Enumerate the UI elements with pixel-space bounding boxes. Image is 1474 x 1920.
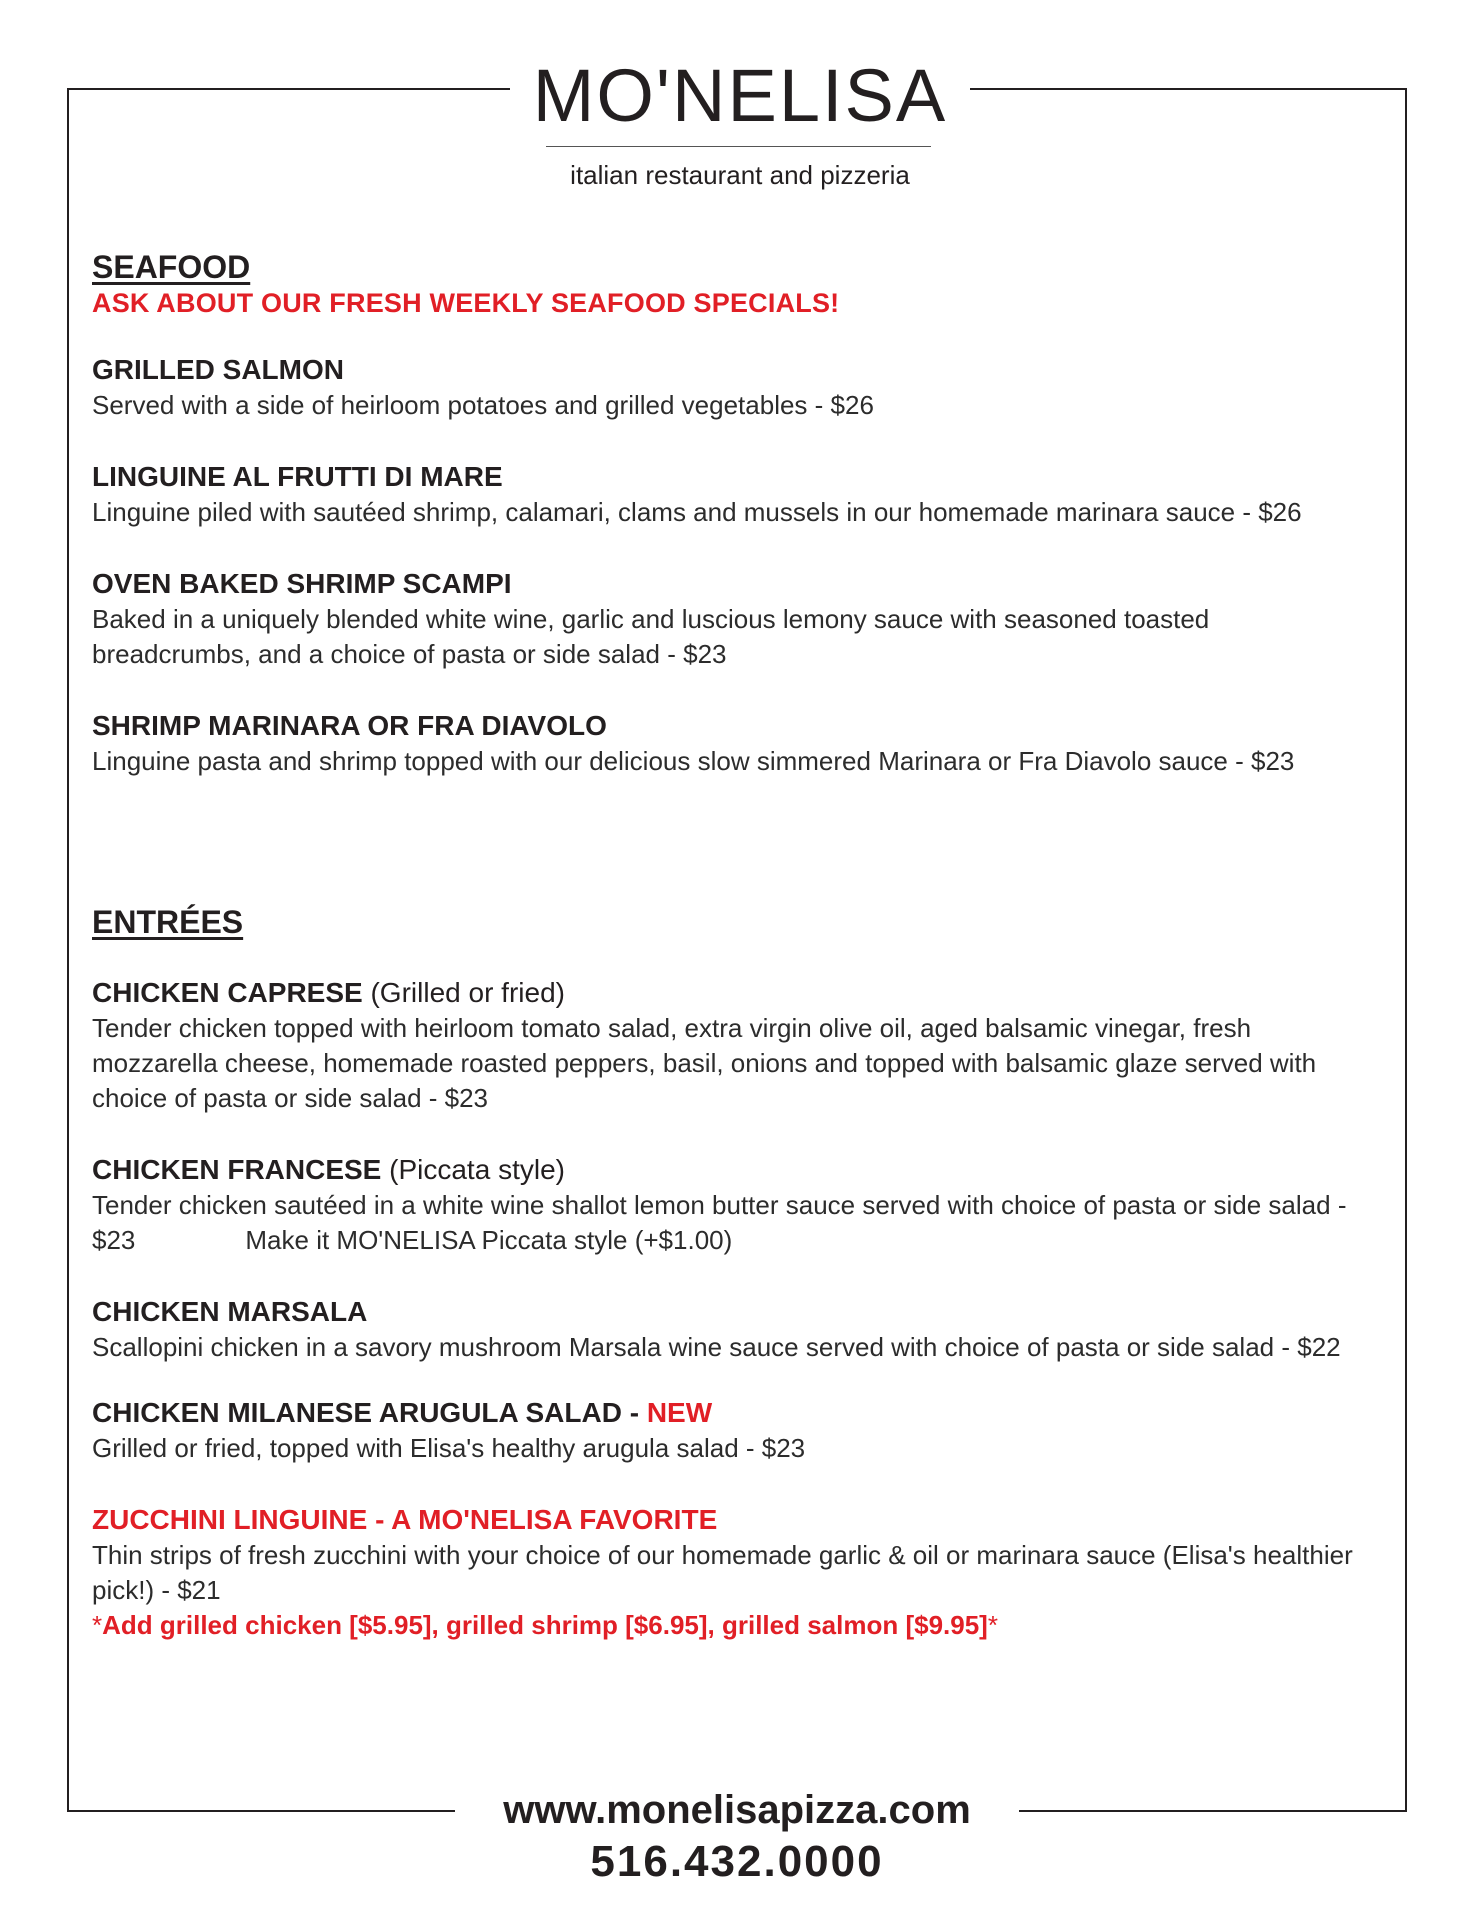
seafood-promo: ASK ABOUT OUR FRESH WEEKLY SEAFOOD SPECIALS! <box>92 288 840 318</box>
phone-number[interactable]: 516.432.0000 <box>590 1837 884 1886</box>
item-note: (Grilled or fried) <box>370 977 565 1008</box>
item-name-text: CHICKEN CAPRESE <box>92 977 363 1008</box>
menu-item-zucchini-linguine <box>92 1502 1392 1643</box>
item-description: Baked in a uniquely blended white wine, garlic and luscious lemony sauce with seasoned toasted breadcrumbs, and a choice of pasta or side salad - $23 <box>92 604 1210 669</box>
item-note: (Piccata style) <box>389 1154 565 1185</box>
item-description: Scallopini chicken in a savory mushroom Marsala wine sauce served with choice of pasta or side salad - $22 <box>92 1332 1341 1362</box>
item-description: Thin strips of fresh zucchini with your choice of our homemade garlic & oil or marinara sauce (Elisa's healthier pick!) - $21 <box>92 1540 1353 1605</box>
menu-item-chicken-milanese <box>92 1395 1392 1466</box>
restaurant-logo: MO'NELISA <box>532 54 948 137</box>
item-name: SHRIMP MARINARA OR FRA DIAVOLO <box>92 710 607 741</box>
restaurant-header <box>510 48 970 198</box>
addon-text: Add grilled chicken [$5.95], grilled shrimp [$6.95], grilled salmon [$9.95] <box>102 1610 988 1640</box>
restaurant-tagline: italian restaurant and pizzeria <box>570 160 910 190</box>
menu-item-shrimp-marinara <box>92 708 1392 779</box>
item-description: Grilled or fried, topped with Elisa's healthy arugula salad - $23 <box>92 1433 806 1463</box>
addon-mark: * <box>987 1610 998 1640</box>
seafood-section <box>92 248 1392 779</box>
addon-note <box>92 1608 1392 1643</box>
item-name-text: CHICKEN FRANCESE <box>92 1154 382 1185</box>
menu-item-linguine-frutti-di-mare <box>92 459 1392 530</box>
item-description: Linguine pasta and shrimp topped with our delicious slow simmered Marinara or Fra Diavolo sauce - $23 <box>92 746 1295 776</box>
menu-item-grilled-salmon <box>92 352 1392 423</box>
item-name: GRILLED SALMON <box>92 354 344 385</box>
item-name <box>92 1152 1392 1188</box>
item-extra: Make it MO'NELISA Piccata style (+$1.00) <box>245 1225 733 1255</box>
item-name-text: CHICKEN MILANESE ARUGULA SALAD - <box>92 1397 647 1428</box>
menu-content <box>92 248 1392 1643</box>
item-name <box>92 1395 1392 1431</box>
logo-divider <box>546 146 931 147</box>
addon-mark: * <box>92 1610 103 1640</box>
item-name: OVEN BAKED SHRIMP SCAMPI <box>92 568 512 599</box>
new-badge: NEW <box>646 1397 713 1428</box>
item-name: CHICKEN MARSALA <box>92 1296 368 1327</box>
item-name: LINGUINE AL FRUTTI DI MARE <box>92 461 503 492</box>
item-name <box>92 975 1392 1011</box>
item-description: Tender chicken topped with heirloom tomato salad, extra virgin olive oil, aged balsamic vinegar, fresh mozzarella cheese, homemade roasted peppers, basil, onions and topped with balsamic glaze served with choice of pasta or side salad - $23 <box>92 1013 1317 1113</box>
menu-item-shrimp-scampi <box>92 566 1392 672</box>
seafood-title: SEAFOOD <box>92 249 251 285</box>
restaurant-footer <box>455 1786 1019 1890</box>
item-description: Linguine piled with sautéed shrimp, calamari, clams and mussels in our homemade marinara sauce - $26 <box>92 497 1302 527</box>
entrees-section <box>92 903 1392 1643</box>
item-name: ZUCCHINI LINGUINE - A MO'NELISA FAVORITE <box>92 1504 718 1535</box>
item-description: Served with a side of heirloom potatoes and grilled vegetables - $26 <box>92 390 874 420</box>
menu-item-chicken-caprese <box>92 975 1392 1116</box>
item-description: Tender chicken sautéed in a white wine shallot lemon butter sauce served with choice of pasta or side salad - $23 <box>92 1190 1347 1255</box>
menu-item-chicken-marsala <box>92 1294 1392 1365</box>
menu-item-chicken-francese <box>92 1152 1392 1258</box>
website-link[interactable]: www.monelisapizza.com <box>503 1788 971 1832</box>
entrees-title: ENTRÉES <box>92 904 244 940</box>
